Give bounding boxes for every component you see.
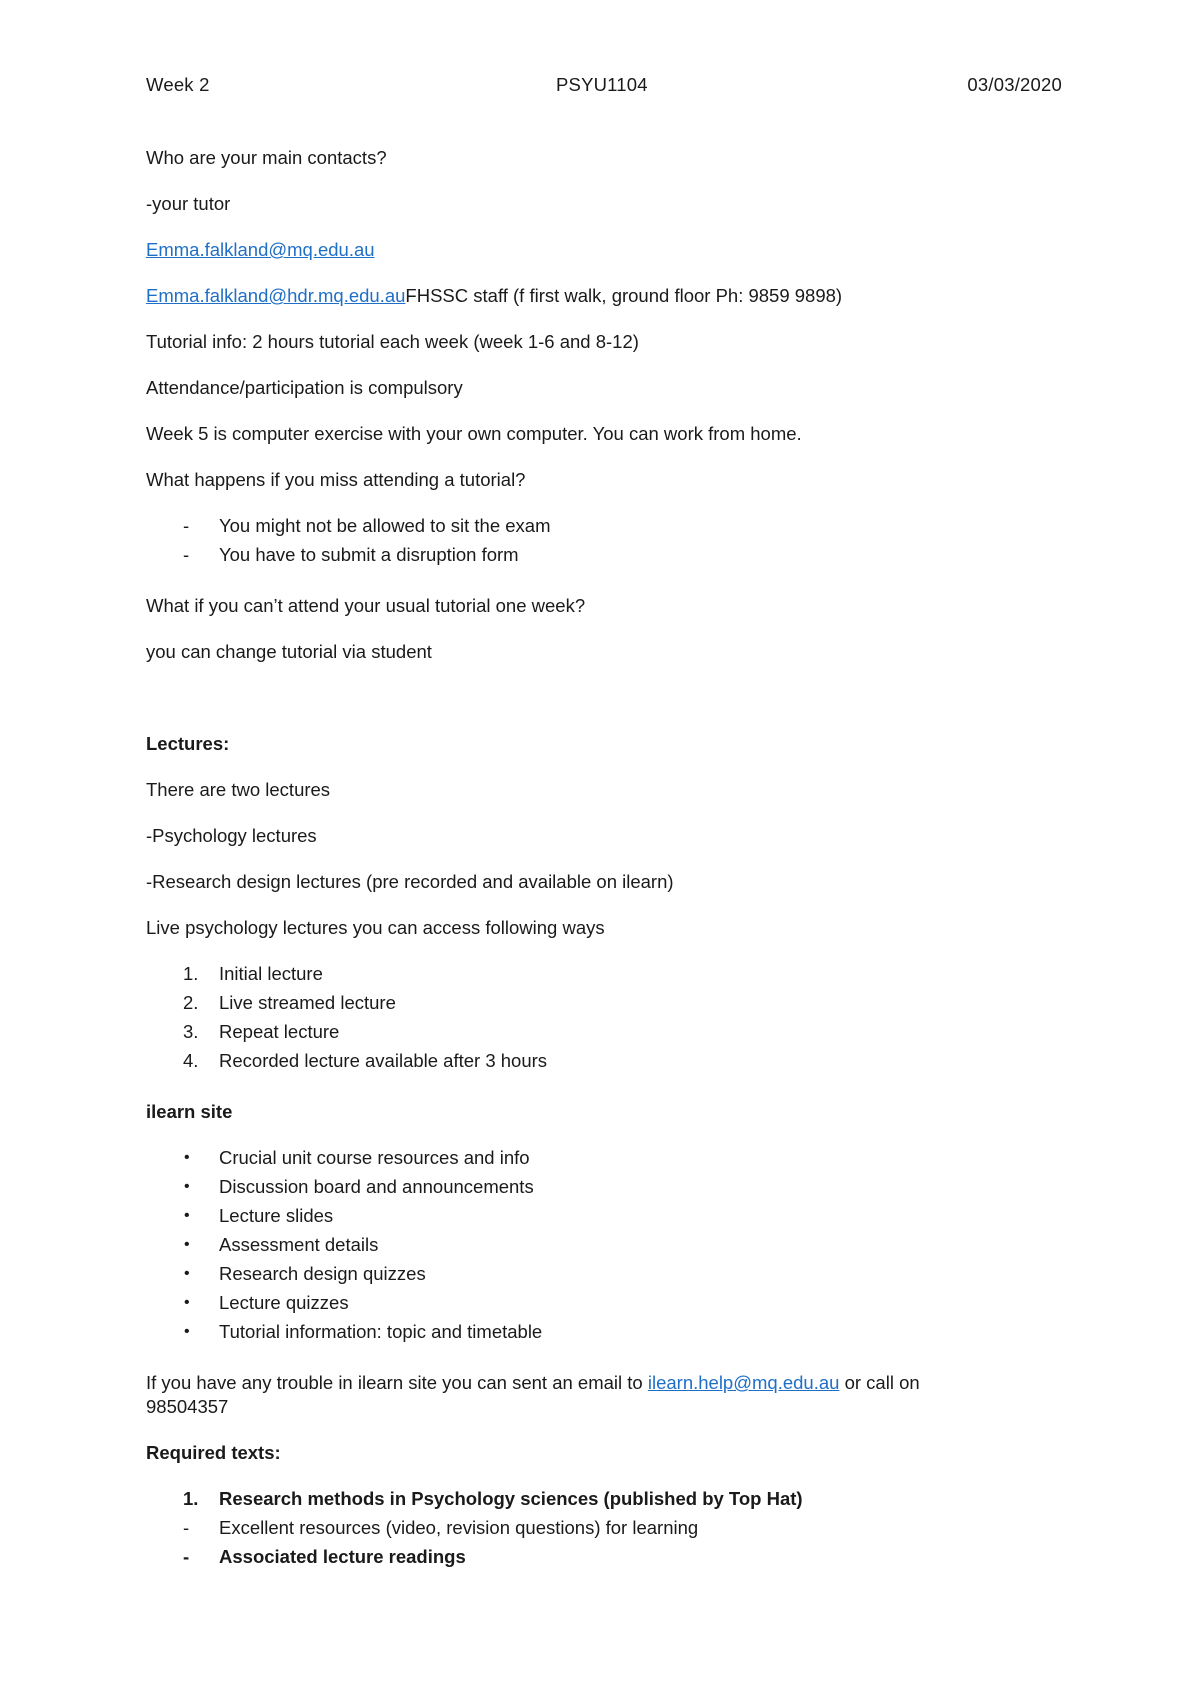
bullet-marker: • — [184, 1178, 190, 1195]
bullet-marker: • — [184, 1294, 190, 1311]
contacts-email-line-2 — [146, 284, 1066, 308]
list-item — [146, 514, 1066, 543]
list-number: 1. — [183, 1488, 199, 1509]
list-item-text: Lecture slides — [219, 1205, 334, 1226]
dash-marker: - — [183, 544, 190, 565]
miss-tutorial-question: What happens if you miss attending a tutorial? — [146, 469, 526, 490]
list-item — [146, 1320, 1066, 1349]
office-info: FHSSC staff (f first walk, ground floor Ph: 9859 9898) — [405, 285, 843, 306]
header-course-code: PSYU1104 — [556, 74, 648, 95]
list-item-text: You have to submit a disruption form — [219, 544, 519, 565]
attendance-note: Attendance/participation is compulsory — [146, 377, 463, 398]
contacts-question: Who are your main contacts? — [146, 147, 387, 168]
tutorial-info: Tutorial info: 2 hours tutorial each week (week 1-6 and 8-12) — [146, 331, 639, 352]
list-item — [146, 1020, 1066, 1049]
bullet-marker: • — [184, 1265, 190, 1282]
miss-tutorial-list — [146, 514, 1066, 572]
header-date: 03/03/2020 — [967, 74, 1062, 95]
list-item-text: Research methods in Psychology sciences (published by Top Hat) — [219, 1488, 803, 1509]
blank-line — [146, 686, 1066, 732]
bullet-marker: • — [184, 1149, 190, 1166]
ilearn-heading: ilearn site — [146, 1101, 233, 1122]
bullet-marker: • — [184, 1323, 190, 1340]
research-design-lectures: -Research design lectures (pre recorded and available on ilearn) — [146, 871, 674, 892]
ilearn-list — [146, 1146, 1066, 1349]
page-header — [146, 74, 1062, 102]
list-item — [146, 1545, 1066, 1574]
list-item — [146, 1146, 1066, 1175]
list-item-text: Excellent resources (video, revision questions) for learning — [219, 1517, 699, 1538]
live-lectures-intro: Live psychology lectures you can access following ways — [146, 917, 605, 938]
list-item — [146, 1262, 1066, 1291]
required-texts-details — [146, 1516, 1066, 1574]
header-week: Week 2 — [146, 74, 210, 95]
list-item-text: Lecture quizzes — [219, 1292, 349, 1313]
bullet-marker: • — [184, 1236, 190, 1253]
document-body — [146, 146, 1066, 1596]
ilearn-help-email-link[interactable]: ilearn.help@mq.edu.au — [647, 1372, 840, 1393]
change-tutorial-note: you can change tutorial via student — [146, 641, 432, 662]
list-item-text: Research design quizzes — [219, 1263, 426, 1284]
lectures-heading: Lectures: — [146, 733, 230, 754]
list-item — [146, 1233, 1066, 1262]
list-item — [146, 1204, 1066, 1233]
list-number: 2. — [183, 992, 199, 1013]
list-item-text: Discussion board and announcements — [219, 1176, 534, 1197]
list-number: 3. — [183, 1021, 199, 1042]
list-item-text: Tutorial information: topic and timetable — [219, 1321, 543, 1342]
list-number: 1. — [183, 963, 199, 984]
list-item — [146, 1291, 1066, 1320]
list-item — [146, 1049, 1066, 1078]
list-item-text: Associated lecture readings — [219, 1546, 466, 1567]
lectures-intro: There are two lectures — [146, 779, 331, 800]
list-item-text: Live streamed lecture — [219, 992, 396, 1013]
contacts-tutor: -your tutor — [146, 193, 231, 214]
list-item — [146, 991, 1066, 1020]
trouble-suffix: or call on — [839, 1372, 920, 1393]
trouble-phone: 98504357 — [146, 1396, 229, 1417]
list-number: 4. — [183, 1050, 199, 1071]
list-item-text: Recorded lecture available after 3 hours — [219, 1050, 548, 1071]
list-item-text: Repeat lecture — [219, 1021, 340, 1042]
dash-marker: - — [183, 1517, 190, 1538]
required-texts-heading: Required texts: — [146, 1442, 281, 1463]
week5-note: Week 5 is computer exercise with your own computer. You can work from home. — [146, 423, 802, 444]
list-item-text: Assessment details — [219, 1234, 379, 1255]
list-item — [146, 962, 1066, 991]
live-lectures-list — [146, 962, 1066, 1078]
list-item — [146, 1516, 1066, 1545]
bullet-marker: • — [184, 1207, 190, 1224]
dash-marker: - — [183, 515, 190, 536]
tutor-hdr-email-link[interactable]: Emma.falkland@hdr.mq.edu.au — [146, 285, 406, 306]
list-item — [146, 543, 1066, 572]
list-item-text: Initial lecture — [219, 963, 323, 984]
tutor-email-link[interactable]: Emma.falkland@mq.edu.au — [146, 239, 375, 260]
list-item — [146, 1487, 1066, 1516]
psychology-lectures: -Psychology lectures — [146, 825, 317, 846]
required-texts-list — [146, 1487, 1066, 1516]
cant-attend-question: What if you can’t attend your usual tutorial one week? — [146, 595, 586, 616]
list-item-text: Crucial unit course resources and info — [219, 1147, 530, 1168]
contacts-email-line-1 — [146, 238, 1066, 262]
dash-marker: - — [183, 1546, 190, 1567]
list-item — [146, 1175, 1066, 1204]
trouble-prefix: If you have any trouble in ilearn site you can sent an email to — [146, 1372, 648, 1393]
list-item-text: You might not be allowed to sit the exam — [219, 515, 551, 536]
ilearn-trouble-note — [146, 1371, 1066, 1419]
